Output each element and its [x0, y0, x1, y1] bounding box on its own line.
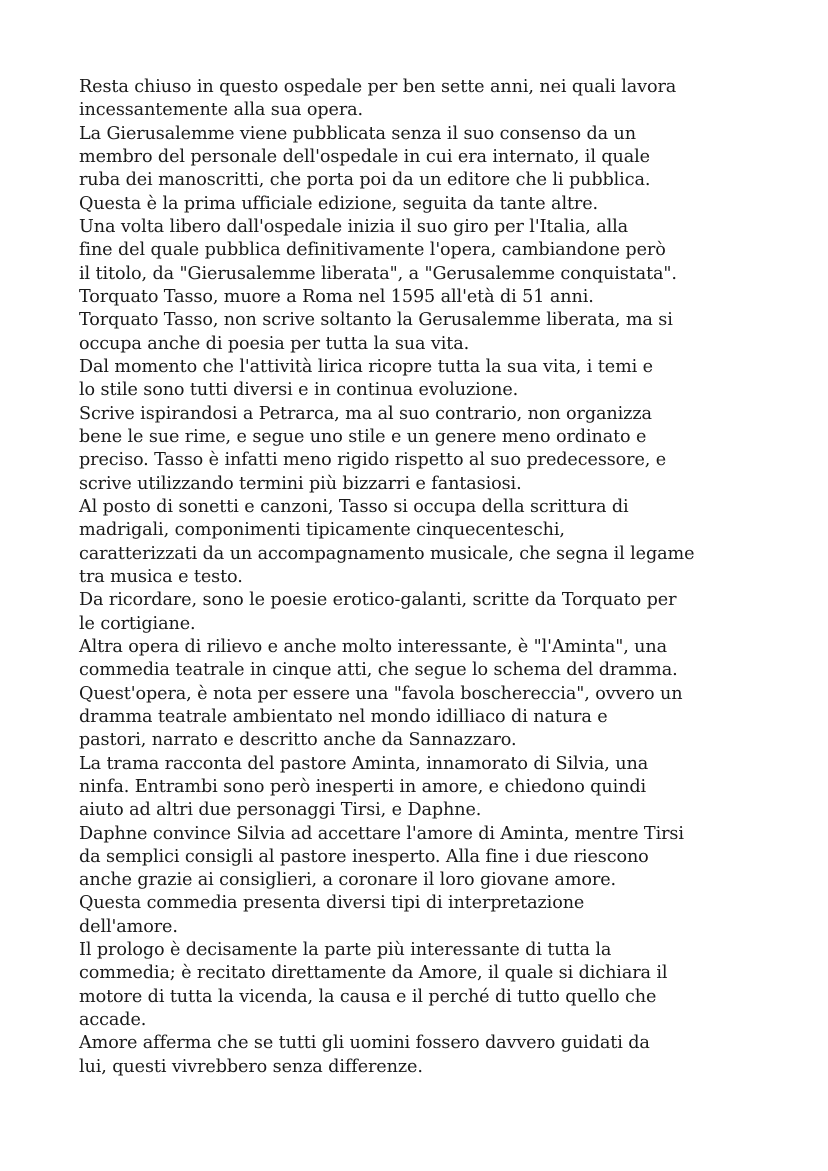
- text-line: caratterizzati da un accompagnamento musicale, che segna il legame: [79, 543, 695, 564]
- text-line: Questa è la prima ufficiale edizione, seguita da tante altre.: [79, 193, 599, 214]
- text-line: da semplici consigli al pastore inesperto. Alla fine i due riescono: [79, 846, 649, 867]
- text-line: occupa anche di poesia per tutta la sua vita.: [79, 333, 470, 354]
- text-line: Quest'opera, è nota per essere una "favola boschereccia", ovvero un: [79, 683, 683, 704]
- text-line: dell'amore.: [79, 916, 178, 937]
- text-line: accade.: [79, 1010, 147, 1031]
- text-line: le cortigiane.: [79, 613, 196, 634]
- text-line: pastori, narrato e descritto anche da Sannazzaro.: [79, 730, 517, 751]
- text-line: Torquato Tasso, muore a Roma nel 1595 all'età di 51 anni.: [79, 286, 594, 307]
- text-line: dramma teatrale ambientato nel mondo idilliaco di natura e: [79, 706, 608, 727]
- text-line: Al posto di sonetti e canzoni, Tasso si occupa della scrittura di: [79, 496, 629, 517]
- text-line: incessantemente alla sua opera.: [79, 100, 364, 121]
- text-line: madrigali, componimenti tipicamente cinquecenteschi,: [79, 520, 565, 541]
- text-line: commedia; è recitato direttamente da Amore, il quale si dichiara il: [79, 963, 668, 984]
- text-line: Una volta libero dall'ospedale inizia il suo giro per l'Italia, alla: [79, 216, 629, 237]
- text-line: La trama racconta del pastore Aminta, innamorato di Silvia, una: [79, 753, 649, 774]
- text-line: ruba dei manoscritti, che porta poi da un editore che li pubblica.: [79, 170, 651, 191]
- text-line: lui, questi vivrebbero senza differenze.: [79, 1056, 423, 1077]
- text-line: Altra opera di rilievo e anche molto interessante, è "l'Aminta", una: [79, 636, 668, 657]
- text-line: motore di tutta la vicenda, la causa e il perché di tutto quello che: [79, 986, 657, 1007]
- text-line: preciso. Tasso è infatti meno rigido rispetto al suo predecessore, e: [79, 450, 667, 471]
- text-line: Da ricordare, sono le poesie erotico-galanti, scritte da Torquato per: [79, 590, 677, 611]
- text-line: lo stile sono tutti diversi e in continua evoluzione.: [79, 380, 519, 401]
- text-line: La Gierusalemme viene pubblicata senza il suo consenso da un: [79, 123, 636, 144]
- text-line: Dal momento che l'attività lirica ricopre tutta la sua vita, i temi e: [79, 356, 653, 377]
- text-line: aiuto ad altri due personaggi Tirsi, e Daphne.: [79, 800, 482, 821]
- text-line: Scrive ispirandosi a Petrarca, ma al suo contrario, non organizza: [79, 403, 652, 424]
- text-line: bene le sue rime, e segue uno stile e un genere meno ordinato e: [79, 426, 647, 447]
- text-line: Amore afferma che se tutti gli uomini fossero davvero guidati da: [79, 1033, 650, 1054]
- text-line: Torquato Tasso, non scrive soltanto la Gerusalemme liberata, ma si: [79, 310, 673, 331]
- text-line: Questa commedia presenta diversi tipi di interpretazione: [79, 893, 585, 914]
- text-line: ninfa. Entrambi sono però inesperti in amore, e chiedono quindi: [79, 776, 647, 797]
- text-line: anche grazie ai consiglieri, a coronare il loro giovane amore.: [79, 870, 617, 891]
- text-line: commedia teatrale in cinque atti, che segue lo schema del dramma.: [79, 660, 678, 681]
- text-line: fine del quale pubblica definitivamente l'opera, cambiandone però: [79, 240, 666, 261]
- text-line: Daphne convince Silvia ad accettare l'amore di Aminta, mentre Tirsi: [79, 823, 684, 844]
- body-text: [79, 76, 769, 1079]
- text-line: tra musica e testo.: [79, 566, 243, 587]
- text-line: Resta chiuso in questo ospedale per ben sette anni, nei quali lavora: [79, 77, 677, 97]
- text-line: il titolo, da "Gierusalemme liberata", a "Gerusalemme conquistata".: [79, 263, 677, 284]
- text-line: scrive utilizzando termini più bizzarri e fantasiosi.: [79, 473, 522, 494]
- text-line: membro del personale dell'ospedale in cui era internato, il quale: [79, 146, 650, 167]
- text-line: Il prologo è decisamente la parte più interessante di tutta la: [79, 940, 612, 961]
